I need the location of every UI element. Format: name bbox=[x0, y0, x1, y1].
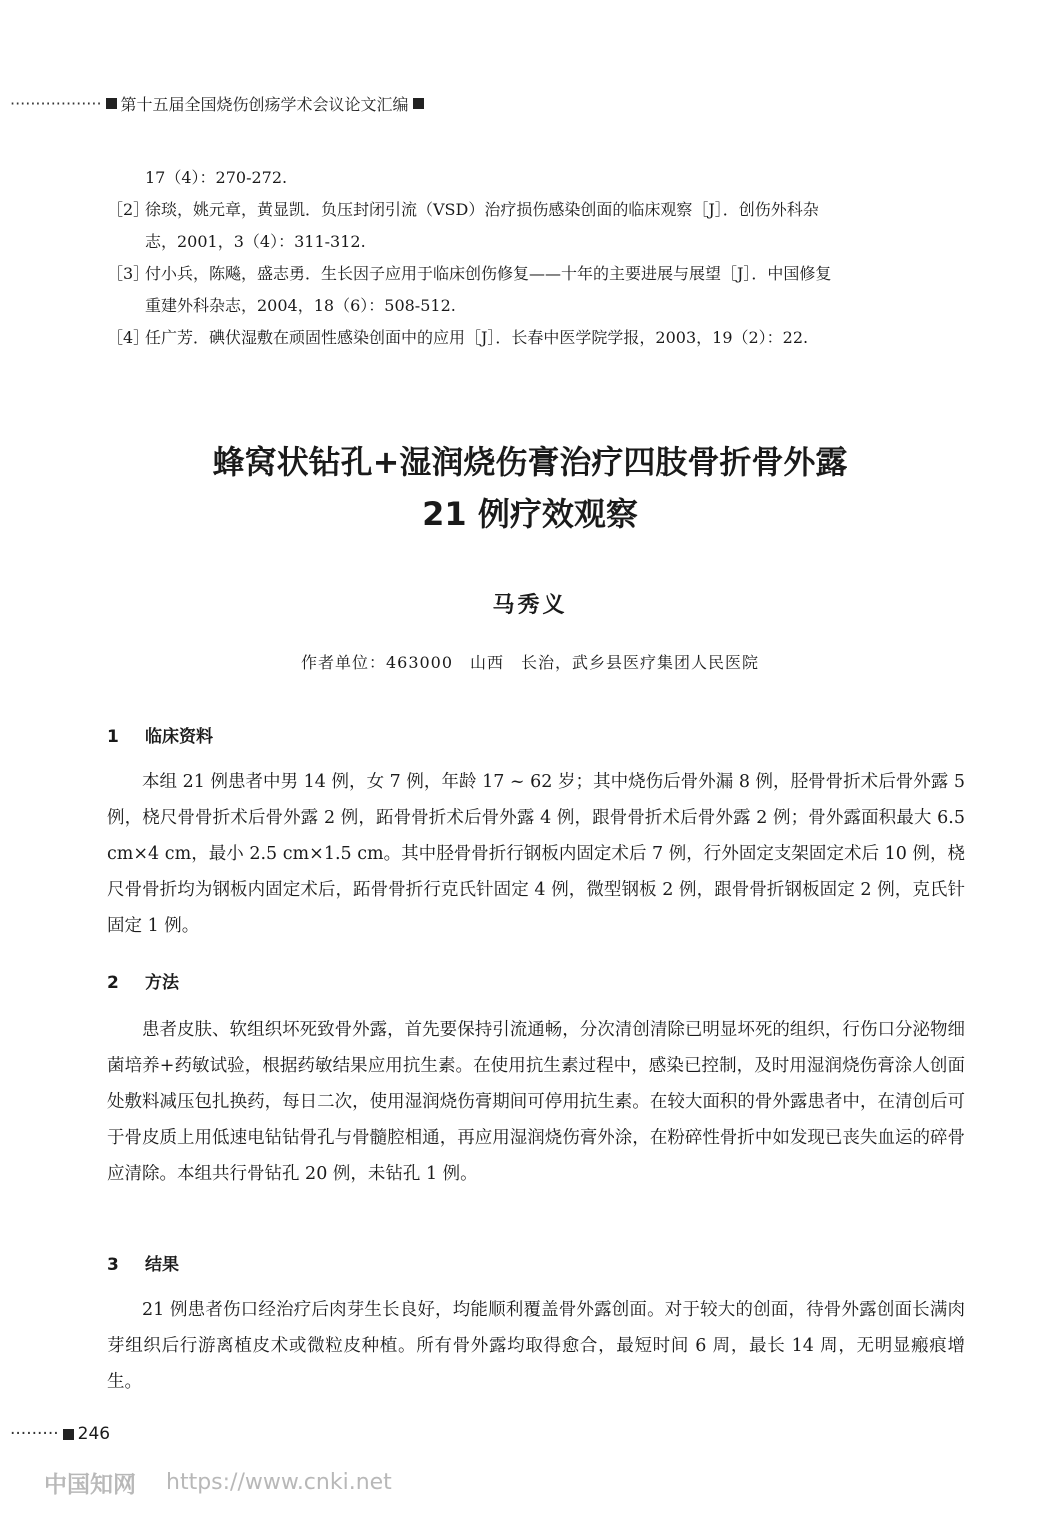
section-heading bbox=[107, 722, 213, 747]
section-title: 临床资料 bbox=[145, 727, 213, 747]
cnki-logo: 中国知网 bbox=[44, 1472, 136, 1498]
section-number: 2 bbox=[107, 973, 119, 993]
header-leader-dots: ·················· bbox=[10, 94, 102, 113]
page-number: 246 bbox=[77, 1424, 111, 1444]
reference-text: 付小兵，陈飚，盛志勇．生长因子应用于临床创伤修复——十年的主要进展与展望［J］．中国修复 bbox=[145, 264, 832, 283]
reference-number: ［3］ bbox=[107, 264, 150, 283]
reference-item bbox=[107, 322, 967, 354]
section-heading bbox=[107, 1250, 179, 1275]
article-title-line: 21 例疗效观察 bbox=[422, 495, 638, 533]
reference-text: 任广芳．碘伏湿敷在顽固性感染创面中的应用［J］．长春中医学院学报，2003，19（2）：22. bbox=[145, 328, 809, 347]
header-title: 第十五届全国烧伤创疡学术会议论文汇编 bbox=[120, 95, 409, 114]
author-affiliation: 作者单位：463000 山西 长治，武乡县医疗集团人民医院 bbox=[300, 653, 760, 672]
reference-number: ［2］ bbox=[107, 200, 150, 219]
square-bullet-icon bbox=[63, 1429, 74, 1440]
article-title-line: 蜂窝状钻孔+湿润烧伤膏治疗四肢骨折骨外露 bbox=[212, 443, 848, 481]
watermark bbox=[44, 1466, 392, 1499]
reference-text: 徐琰，姚元章，黄显凯．负压封闭引流（VSD）治疗损伤感染创面的临床观察［J］．创伤外科杂 bbox=[145, 200, 819, 219]
reference-number: ［4］ bbox=[107, 328, 150, 347]
page-footer bbox=[10, 1424, 110, 1444]
section-number: 3 bbox=[107, 1255, 119, 1275]
square-bullet-icon bbox=[106, 98, 117, 109]
reference-item bbox=[107, 258, 967, 290]
section-title: 方法 bbox=[145, 973, 179, 993]
footer-leader-dots: ········· bbox=[10, 1424, 59, 1444]
reference-text-continued: 重建外科杂志，2004，18（6）：508-512. bbox=[145, 296, 456, 315]
reference-text-continued: 志，2001，3（4）：311-312. bbox=[145, 232, 366, 251]
section-heading bbox=[107, 968, 179, 993]
section-title: 结果 bbox=[145, 1255, 179, 1275]
square-bullet-icon bbox=[413, 98, 424, 109]
section-body: 本组 21 例患者中男 14 例，女 7 例，年龄 17 ~ 62 岁；其中烧伤后骨外漏 8 例，胫骨骨折术后骨外露 5 例，桡尺骨骨折术后骨外露 2 例，跖骨骨折术后骨外露 4 例，跟骨骨折术后骨外露 2 例；骨外露面积最大 6.5 cm×4 cm，最小 2.5 cm×1.5 cm。其中胫骨骨折行钢板内固定术后 7 例，行外固定支架固定术后 10 例，桡尺骨骨折均为钢板内固定术后，跖骨骨折行克氏针固定 4 例，微型钢板 2 例，跟骨骨折钢板固定 2 例，克氏针固定 1 例。 bbox=[107, 772, 965, 936]
section-number: 1 bbox=[107, 727, 119, 747]
author-name: 马秀义 bbox=[492, 592, 568, 618]
section-body: 21 例患者伤口经治疗后肉芽生长良好，均能顺利覆盖骨外露创面。对于较大的创面，待骨外露创面长满肉芽组织后行游离植皮术或微粒皮种植。所有骨外露均取得愈合，最短时间 6 周，最长 14 周，无明显瘢痕增生。 bbox=[107, 1300, 965, 1392]
reference-continuation: 17（4）：270-272. bbox=[145, 168, 288, 187]
reference-item bbox=[107, 194, 967, 226]
section-body: 患者皮肤、软组织坏死致骨外露，首先要保持引流通畅，分次清创清除已明显坏死的组织，行伤口分泌物细菌培养+药敏试验，根据药敏结果应用抗生素。在使用抗生素过程中，感染已控制，及时用湿润烧伤膏涂人创面处敷料减压包扎换药，每日二次，使用湿润烧伤膏期间可停用抗生素。在较大面积的骨外露患者中，在清创后可于骨皮质上用低速电钻钻骨孔与骨髓腔相通，再应用湿润烧伤膏外涂，在粉碎性骨折中如发现已丧失血运的碎骨应清除。本组共行骨钻孔 20 例，未钻孔 1 例。 bbox=[107, 1020, 965, 1184]
article-title bbox=[0, 436, 1060, 540]
running-header bbox=[10, 92, 428, 115]
watermark-url: https://www.cnki.net bbox=[166, 1470, 392, 1495]
reference-list bbox=[107, 162, 967, 354]
